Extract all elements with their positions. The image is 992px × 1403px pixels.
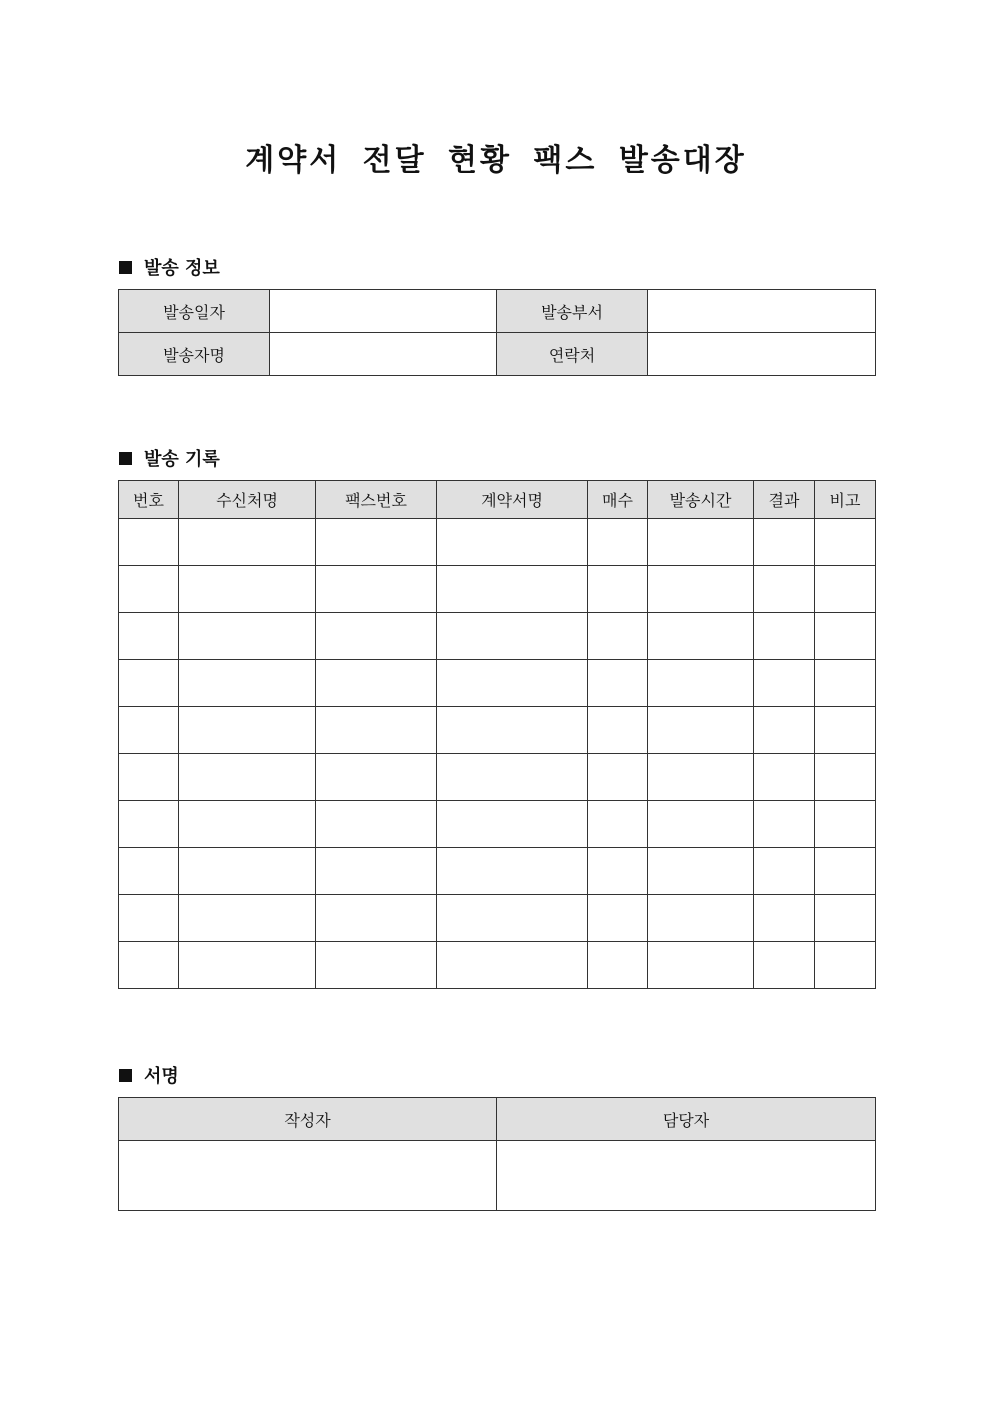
table-cell[interactable] [119, 895, 179, 942]
table-cell[interactable] [648, 519, 754, 566]
table-cell[interactable] [754, 848, 815, 895]
field-label-sender-name: 발송자명 [119, 333, 270, 376]
column-header: 매수 [588, 481, 648, 519]
table-cell[interactable] [754, 660, 815, 707]
signature-cell-writer[interactable] [119, 1141, 497, 1211]
column-header: 비고 [815, 481, 876, 519]
table-cell[interactable] [179, 613, 316, 660]
table-cell[interactable] [119, 519, 179, 566]
table-cell[interactable] [815, 754, 876, 801]
table-cell[interactable] [179, 519, 316, 566]
table-row [119, 566, 876, 613]
table-cell[interactable] [648, 942, 754, 989]
table-row [119, 895, 876, 942]
table-cell[interactable] [119, 754, 179, 801]
table-cell[interactable] [316, 613, 437, 660]
table-cell[interactable] [754, 754, 815, 801]
column-header: 결과 [754, 481, 815, 519]
table-row [119, 519, 876, 566]
table-cell[interactable] [316, 942, 437, 989]
table-cell[interactable] [588, 566, 648, 613]
table-cell[interactable] [588, 801, 648, 848]
table-cell[interactable] [648, 613, 754, 660]
table-cell[interactable] [648, 707, 754, 754]
table-cell[interactable] [179, 566, 316, 613]
table-cell[interactable] [588, 754, 648, 801]
table-cell[interactable] [815, 707, 876, 754]
table-cell[interactable] [437, 942, 588, 989]
page-title: 계약서 전달 현황 팩스 발송대장 [245, 143, 747, 178]
field-label-send-date: 발송일자 [119, 290, 270, 333]
table-cell[interactable] [437, 754, 588, 801]
table-cell[interactable] [588, 895, 648, 942]
table-cell[interactable] [316, 801, 437, 848]
table-row [119, 801, 876, 848]
table-cell[interactable] [588, 519, 648, 566]
square-bullet-icon [119, 452, 132, 465]
table-row [119, 660, 876, 707]
table-cell[interactable] [588, 660, 648, 707]
table-cell[interactable] [815, 801, 876, 848]
table-cell[interactable] [815, 942, 876, 989]
table-cell[interactable] [179, 707, 316, 754]
table-cell[interactable] [648, 801, 754, 848]
signature-header-manager: 담당자 [497, 1098, 876, 1141]
table-cell[interactable] [588, 707, 648, 754]
table-cell[interactable] [119, 848, 179, 895]
square-bullet-icon [119, 261, 132, 274]
table-row [119, 754, 876, 801]
table-cell[interactable] [316, 848, 437, 895]
column-header: 계약서명 [437, 481, 588, 519]
table-cell[interactable] [119, 801, 179, 848]
column-header: 팩스번호 [316, 481, 437, 519]
table-cell[interactable] [179, 754, 316, 801]
table-cell[interactable] [815, 895, 876, 942]
table-cell[interactable] [754, 801, 815, 848]
table-header-row [119, 481, 876, 519]
send-record-table [118, 480, 876, 989]
section-heading-label: 서명 [144, 1066, 179, 1087]
table-cell[interactable] [754, 519, 815, 566]
field-value-contact[interactable] [648, 333, 876, 376]
table-cell[interactable] [179, 660, 316, 707]
table-cell[interactable] [815, 613, 876, 660]
table-row [119, 942, 876, 989]
table-cell[interactable] [815, 566, 876, 613]
table-cell[interactable] [119, 707, 179, 754]
table-cell[interactable] [648, 848, 754, 895]
signature-table [118, 1097, 876, 1211]
table-cell[interactable] [437, 519, 588, 566]
section-heading-info [119, 254, 220, 280]
signature-header-writer: 작성자 [119, 1098, 497, 1141]
table-cell[interactable] [316, 895, 437, 942]
field-label-contact: 연락처 [497, 333, 648, 376]
table-cell[interactable] [815, 848, 876, 895]
table-cell[interactable] [754, 613, 815, 660]
table-cell[interactable] [437, 660, 588, 707]
table-cell[interactable] [754, 942, 815, 989]
table-cell[interactable] [437, 895, 588, 942]
table-row [119, 848, 876, 895]
table-cell[interactable] [437, 801, 588, 848]
table-cell[interactable] [815, 660, 876, 707]
table-cell[interactable] [754, 566, 815, 613]
table-cell[interactable] [316, 754, 437, 801]
table-cell[interactable] [119, 660, 179, 707]
section-heading-signature [119, 1062, 179, 1088]
field-value-send-date[interactable] [270, 290, 497, 333]
send-info-table [118, 289, 876, 376]
table-cell[interactable] [437, 707, 588, 754]
table-cell[interactable] [316, 660, 437, 707]
table-cell[interactable] [119, 942, 179, 989]
square-bullet-icon [119, 1069, 132, 1082]
table-cell[interactable] [648, 566, 754, 613]
table-cell[interactable] [437, 848, 588, 895]
table-cell[interactable] [754, 895, 815, 942]
table-cell[interactable] [119, 613, 179, 660]
table-cell[interactable] [179, 942, 316, 989]
column-header: 번호 [119, 481, 179, 519]
column-header: 발송시간 [648, 481, 754, 519]
table-cell[interactable] [179, 895, 316, 942]
table-cell[interactable] [754, 707, 815, 754]
table-cell[interactable] [316, 566, 437, 613]
column-header: 수신처명 [179, 481, 316, 519]
table-cell[interactable] [316, 519, 437, 566]
field-label-send-dept: 발송부서 [497, 290, 648, 333]
table-cell[interactable] [437, 613, 588, 660]
table-cell[interactable] [648, 895, 754, 942]
table-cell[interactable] [179, 801, 316, 848]
table-row [119, 707, 876, 754]
table-cell[interactable] [588, 942, 648, 989]
field-value-send-dept[interactable] [648, 290, 876, 333]
field-value-sender-name[interactable] [270, 333, 497, 376]
signature-cell-manager[interactable] [497, 1141, 876, 1211]
table-cell[interactable] [179, 848, 316, 895]
section-heading-records [119, 445, 220, 471]
table-cell[interactable] [437, 566, 588, 613]
table-cell[interactable] [119, 566, 179, 613]
table-cell[interactable] [588, 613, 648, 660]
table-row [119, 613, 876, 660]
table-cell[interactable] [648, 660, 754, 707]
table-cell[interactable] [815, 519, 876, 566]
table-cell[interactable] [588, 848, 648, 895]
section-heading-label: 발송 정보 [144, 258, 220, 279]
table-cell[interactable] [316, 707, 437, 754]
table-cell[interactable] [648, 754, 754, 801]
section-heading-label: 발송 기록 [144, 449, 220, 470]
